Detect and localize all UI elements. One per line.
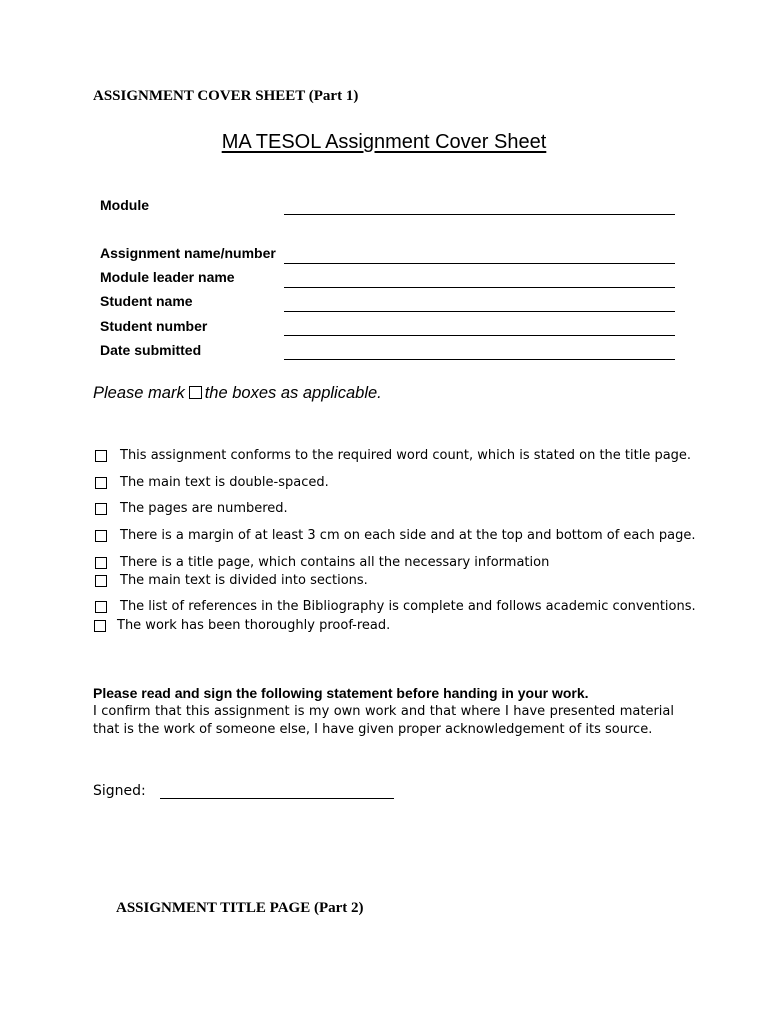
checklist-item-word-count: This assignment conforms to the required word count, which is stated on the title page. — [120, 448, 692, 463]
checkbox-word-count[interactable] — [95, 450, 107, 462]
cover-sheet-part1-heading: ASSIGNMENT COVER SHEET (Part 1) — [93, 88, 359, 104]
checklist-item-proof-read: The work has been thoroughly proof-read. — [117, 618, 391, 633]
checkbox-double-spaced[interactable] — [95, 477, 107, 489]
student-number-label: Student number — [100, 318, 208, 334]
checklist-item-sections: The main text is divided into sections. — [120, 573, 368, 588]
module-leader-label: Module leader name — [100, 269, 235, 285]
checkbox-sections[interactable] — [95, 575, 107, 587]
checkbox-margin[interactable] — [95, 530, 107, 542]
assignment-name-field[interactable] — [284, 263, 675, 264]
instruction-after: the boxes as applicable. — [204, 384, 382, 402]
student-name-field[interactable] — [284, 311, 675, 312]
instruction-text — [93, 384, 382, 403]
date-submitted-label: Date submitted — [100, 342, 202, 358]
checklist-item-numbered: The pages are numbered. — [120, 501, 288, 516]
checkbox-icon — [189, 386, 202, 399]
page-title: MA TESOL Assignment Cover Sheet — [221, 131, 547, 153]
instruction-before: Please mark — [93, 384, 185, 402]
checkbox-proof-read[interactable] — [94, 620, 106, 632]
checklist-item-references: The list of references in the Bibliography is complete and follows academic conventions. — [120, 599, 696, 614]
checklist-item-title-page: There is a title page, which contains all the necessary information — [120, 555, 550, 570]
checkbox-title-page[interactable] — [95, 557, 107, 569]
checkbox-numbered[interactable] — [95, 503, 107, 515]
signature-field[interactable] — [160, 798, 394, 799]
checklist-item-margin: There is a margin of at least 3 cm on each side and at the top and bottom of each page. — [120, 528, 696, 543]
date-submitted-field[interactable] — [284, 359, 675, 360]
statement-body: I confirm that this assignment is my own work and that where I have presented material that is the work of someone else, I have given proper acknowledgement of its source. — [93, 704, 674, 737]
checkbox-references[interactable] — [95, 601, 107, 613]
signed-label: Signed: — [93, 783, 146, 799]
student-name-label: Student name — [100, 293, 193, 309]
student-number-field[interactable] — [284, 335, 675, 336]
title-page-part2-heading: ASSIGNMENT TITLE PAGE (Part 2) — [116, 900, 364, 916]
statement-heading: Please read and sign the following statement before handing in your work. — [93, 685, 589, 701]
module-field[interactable] — [284, 214, 675, 215]
module-leader-field[interactable] — [284, 287, 675, 288]
assignment-name-label: Assignment name/number — [100, 245, 276, 261]
module-label: Module — [100, 197, 149, 213]
checklist-item-double-spaced: The main text is double-spaced. — [120, 475, 329, 490]
